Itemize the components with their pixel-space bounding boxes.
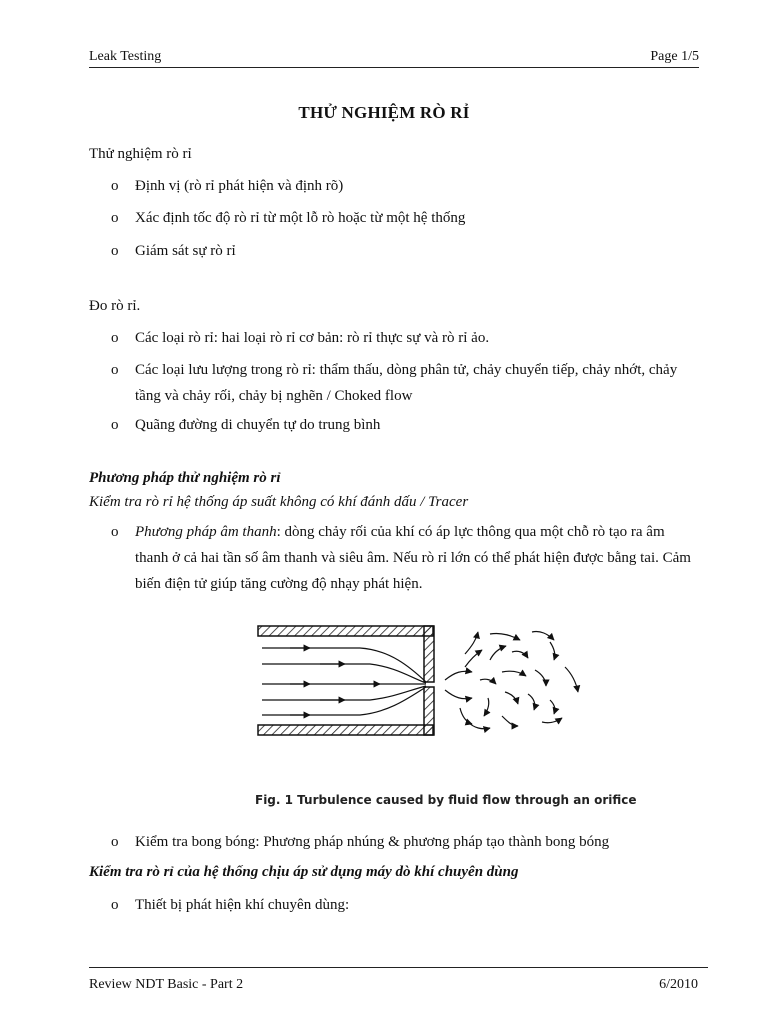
section-heading-test-methods: Phương pháp thử nghiệm rò rỉ bbox=[89, 470, 281, 486]
bullet-icon: o bbox=[111, 210, 119, 226]
document-title: THỬ NGHIỆM RÒ RỈ bbox=[298, 103, 470, 122]
bullet-icon: o bbox=[111, 243, 119, 259]
orifice-turbulence-figure bbox=[250, 612, 600, 812]
page-footer bbox=[89, 967, 708, 998]
bullet-icon: o bbox=[111, 834, 119, 850]
page-header bbox=[89, 47, 699, 68]
bullet-icon: o bbox=[111, 417, 119, 433]
subheading-no-tracer: Kiểm tra rò rỉ hệ thống áp suất không có khí đánh dấu / Tracer bbox=[89, 494, 469, 510]
list-item: o Định vị (rò rỉ phát hiện và định rõ) bbox=[111, 173, 701, 199]
page-number: Page 1/5 bbox=[650, 49, 699, 64]
section-heading-gas-detector: Kiểm tra rò rỉ của hệ thống chịu áp sử dụng máy dò khí chuyên dùng bbox=[89, 864, 519, 880]
list-item: o Các loại lưu lượng trong rò rỉ: thẩm thấu, dòng phân tử, chảy chuyển tiếp, chảy nhớt, chảy tầng và chảy rối, chảy bị nghẽn / Choked flow bbox=[111, 357, 701, 409]
footer-title: Review NDT Basic - Part 2 bbox=[89, 977, 244, 992]
list-item: o Xác định tốc độ rò rỉ từ một lỗ rò hoặc từ một hệ thống bbox=[111, 205, 701, 231]
bullet-icon: o bbox=[111, 524, 119, 540]
figure-caption: Fig. 1 Turbulence caused by fluid flow through an orifice bbox=[255, 793, 637, 807]
bullet-icon: o bbox=[111, 897, 119, 913]
section-heading-leak-testing: Thử nghiệm rò rỉ bbox=[89, 146, 192, 162]
list-item: o Thiết bị phát hiện khí chuyên dùng: bbox=[111, 892, 701, 918]
header-title: Leak Testing bbox=[89, 49, 162, 64]
list-item: o Quãng đường di chuyển tự do trung bình bbox=[111, 412, 701, 438]
bullet-icon: o bbox=[111, 178, 119, 194]
flow-arrows bbox=[290, 648, 380, 715]
turbulence-arrows bbox=[445, 631, 578, 728]
footer-date: 6/2010 bbox=[659, 977, 698, 992]
list-item: o Phương pháp âm thanh: dòng chảy rối của khí có áp lực thông qua một chỗ rò tạo ra âm thanh ở cả hai tần số âm thanh và siêu âm. Nếu rò rỉ lớn có thể phát hiện được bằng tai. Cảm biến điện tử giúp tăng cường độ nhạy phát hiện. bbox=[111, 519, 701, 597]
method-name: Phương pháp âm thanh bbox=[135, 524, 277, 540]
bullet-icon: o bbox=[111, 362, 119, 378]
list-item: o Giám sát sự rò rỉ bbox=[111, 238, 701, 264]
bullet-icon: o bbox=[111, 330, 119, 346]
list-item: o Các loại rò rỉ: hai loại rò rỉ cơ bản: rò rỉ thực sự và rò rỉ ảo. bbox=[111, 325, 701, 351]
flow-streamlines bbox=[262, 648, 426, 715]
section-heading-leak-measurement: Đo rò rỉ. bbox=[89, 298, 141, 314]
pipe-wall bbox=[258, 626, 434, 735]
list-item: o Kiểm tra bong bóng: Phương pháp nhúng & phương pháp tạo thành bong bóng bbox=[111, 829, 701, 855]
